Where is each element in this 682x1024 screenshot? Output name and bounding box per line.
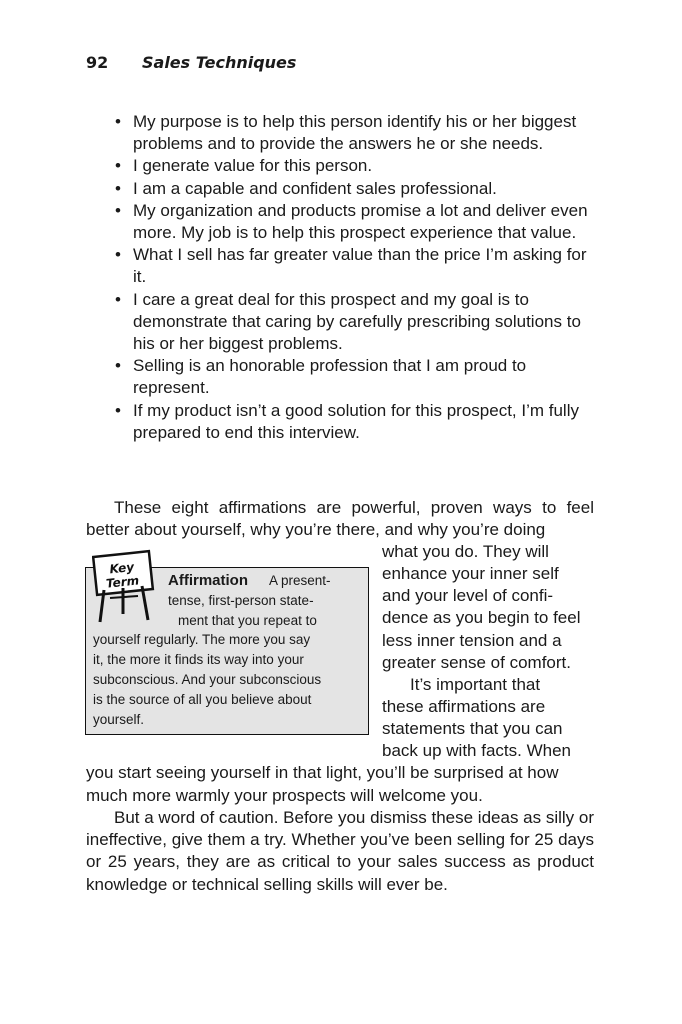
- list-item: • Selling is an honorable profession that I am proud to represent.: [133, 355, 595, 399]
- paragraph-line: you start seeing yourself in that light, you’ll be surprised at how: [86, 763, 559, 782]
- list-item: • My purpose is to help this person identify his or her biggest problems and to provide the answers he or she needs.: [133, 111, 595, 155]
- key-term-def-line: tense, first-person state-: [168, 593, 314, 608]
- wrap-line: It’s important that: [410, 675, 541, 694]
- wrap-line: back up with facts. When: [382, 741, 571, 760]
- key-term-def-line: it, the more it finds its way into your: [93, 652, 304, 667]
- wrap-line: what you do. They will: [382, 542, 549, 561]
- key-term-def-line: yourself regularly. The more you say: [93, 632, 311, 647]
- wrap-line: statements that you can: [382, 719, 563, 738]
- paragraph-intro: These eight affirmations are powerful, proven ways to feel better about yourself, why you’re there, and why you’re doing: [86, 498, 594, 540]
- key-term-def-line: subconscious. And your subconscious: [93, 672, 322, 687]
- wrap-line: dence as you begin to feel: [382, 608, 581, 627]
- wrap-line: and your level of confi-: [382, 586, 554, 605]
- list-item: • I am a capable and confident sales professional.: [133, 178, 595, 200]
- key-term-box: [85, 559, 369, 735]
- key-term-def-line: yourself.: [93, 712, 145, 727]
- list-item: • My organization and products promise a lot and deliver even more. My job is to help this prospect experience that value.: [133, 200, 595, 244]
- wrap-line: enhance your inner self: [382, 564, 559, 583]
- key-term-def-line: A present-: [269, 573, 331, 588]
- list-item: • I care a great deal for this prospect and my goal is to demonstrate that caring by carefully prescribing solutions to his or her biggest problems.: [133, 289, 595, 356]
- list-item: • If my product isn’t a good solution for this prospect, I’m fully prepared to end this interview.: [133, 400, 595, 444]
- key-term-def-line: ment that you repeat to: [178, 613, 317, 628]
- key-icon-text: Key: [108, 559, 135, 577]
- key-term-title: Affirmation: [168, 572, 248, 589]
- page-number: 92: [86, 53, 109, 72]
- paragraph-caution: But a word of caution. Before you dismiss these ideas as silly or ineffective, give them a try. Whether you’ve been selling for 25 days or 25 years, they are as critical to your sales success as product knowledge or technical selling skills will ever be.: [86, 808, 595, 894]
- list-item: • I generate value for this person.: [133, 155, 595, 177]
- wrap-line: less inner tension and a: [382, 631, 562, 650]
- running-title: Sales Techniques: [142, 53, 297, 72]
- key-term-def-line: is the source of all you believe about: [93, 692, 312, 707]
- list-item: • What I sell has far greater value than the price I’m asking for it.: [133, 244, 595, 288]
- key-term-easel-icon: [92, 546, 158, 628]
- term-icon-text: Term: [105, 573, 140, 591]
- running-header: [86, 53, 296, 72]
- wrap-line: these affirmations are: [382, 697, 546, 716]
- affirmations-list: [133, 111, 595, 444]
- paragraph-line: much more warmly your prospects will welcome you.: [86, 786, 483, 805]
- wrap-line: greater sense of comfort.: [382, 653, 571, 672]
